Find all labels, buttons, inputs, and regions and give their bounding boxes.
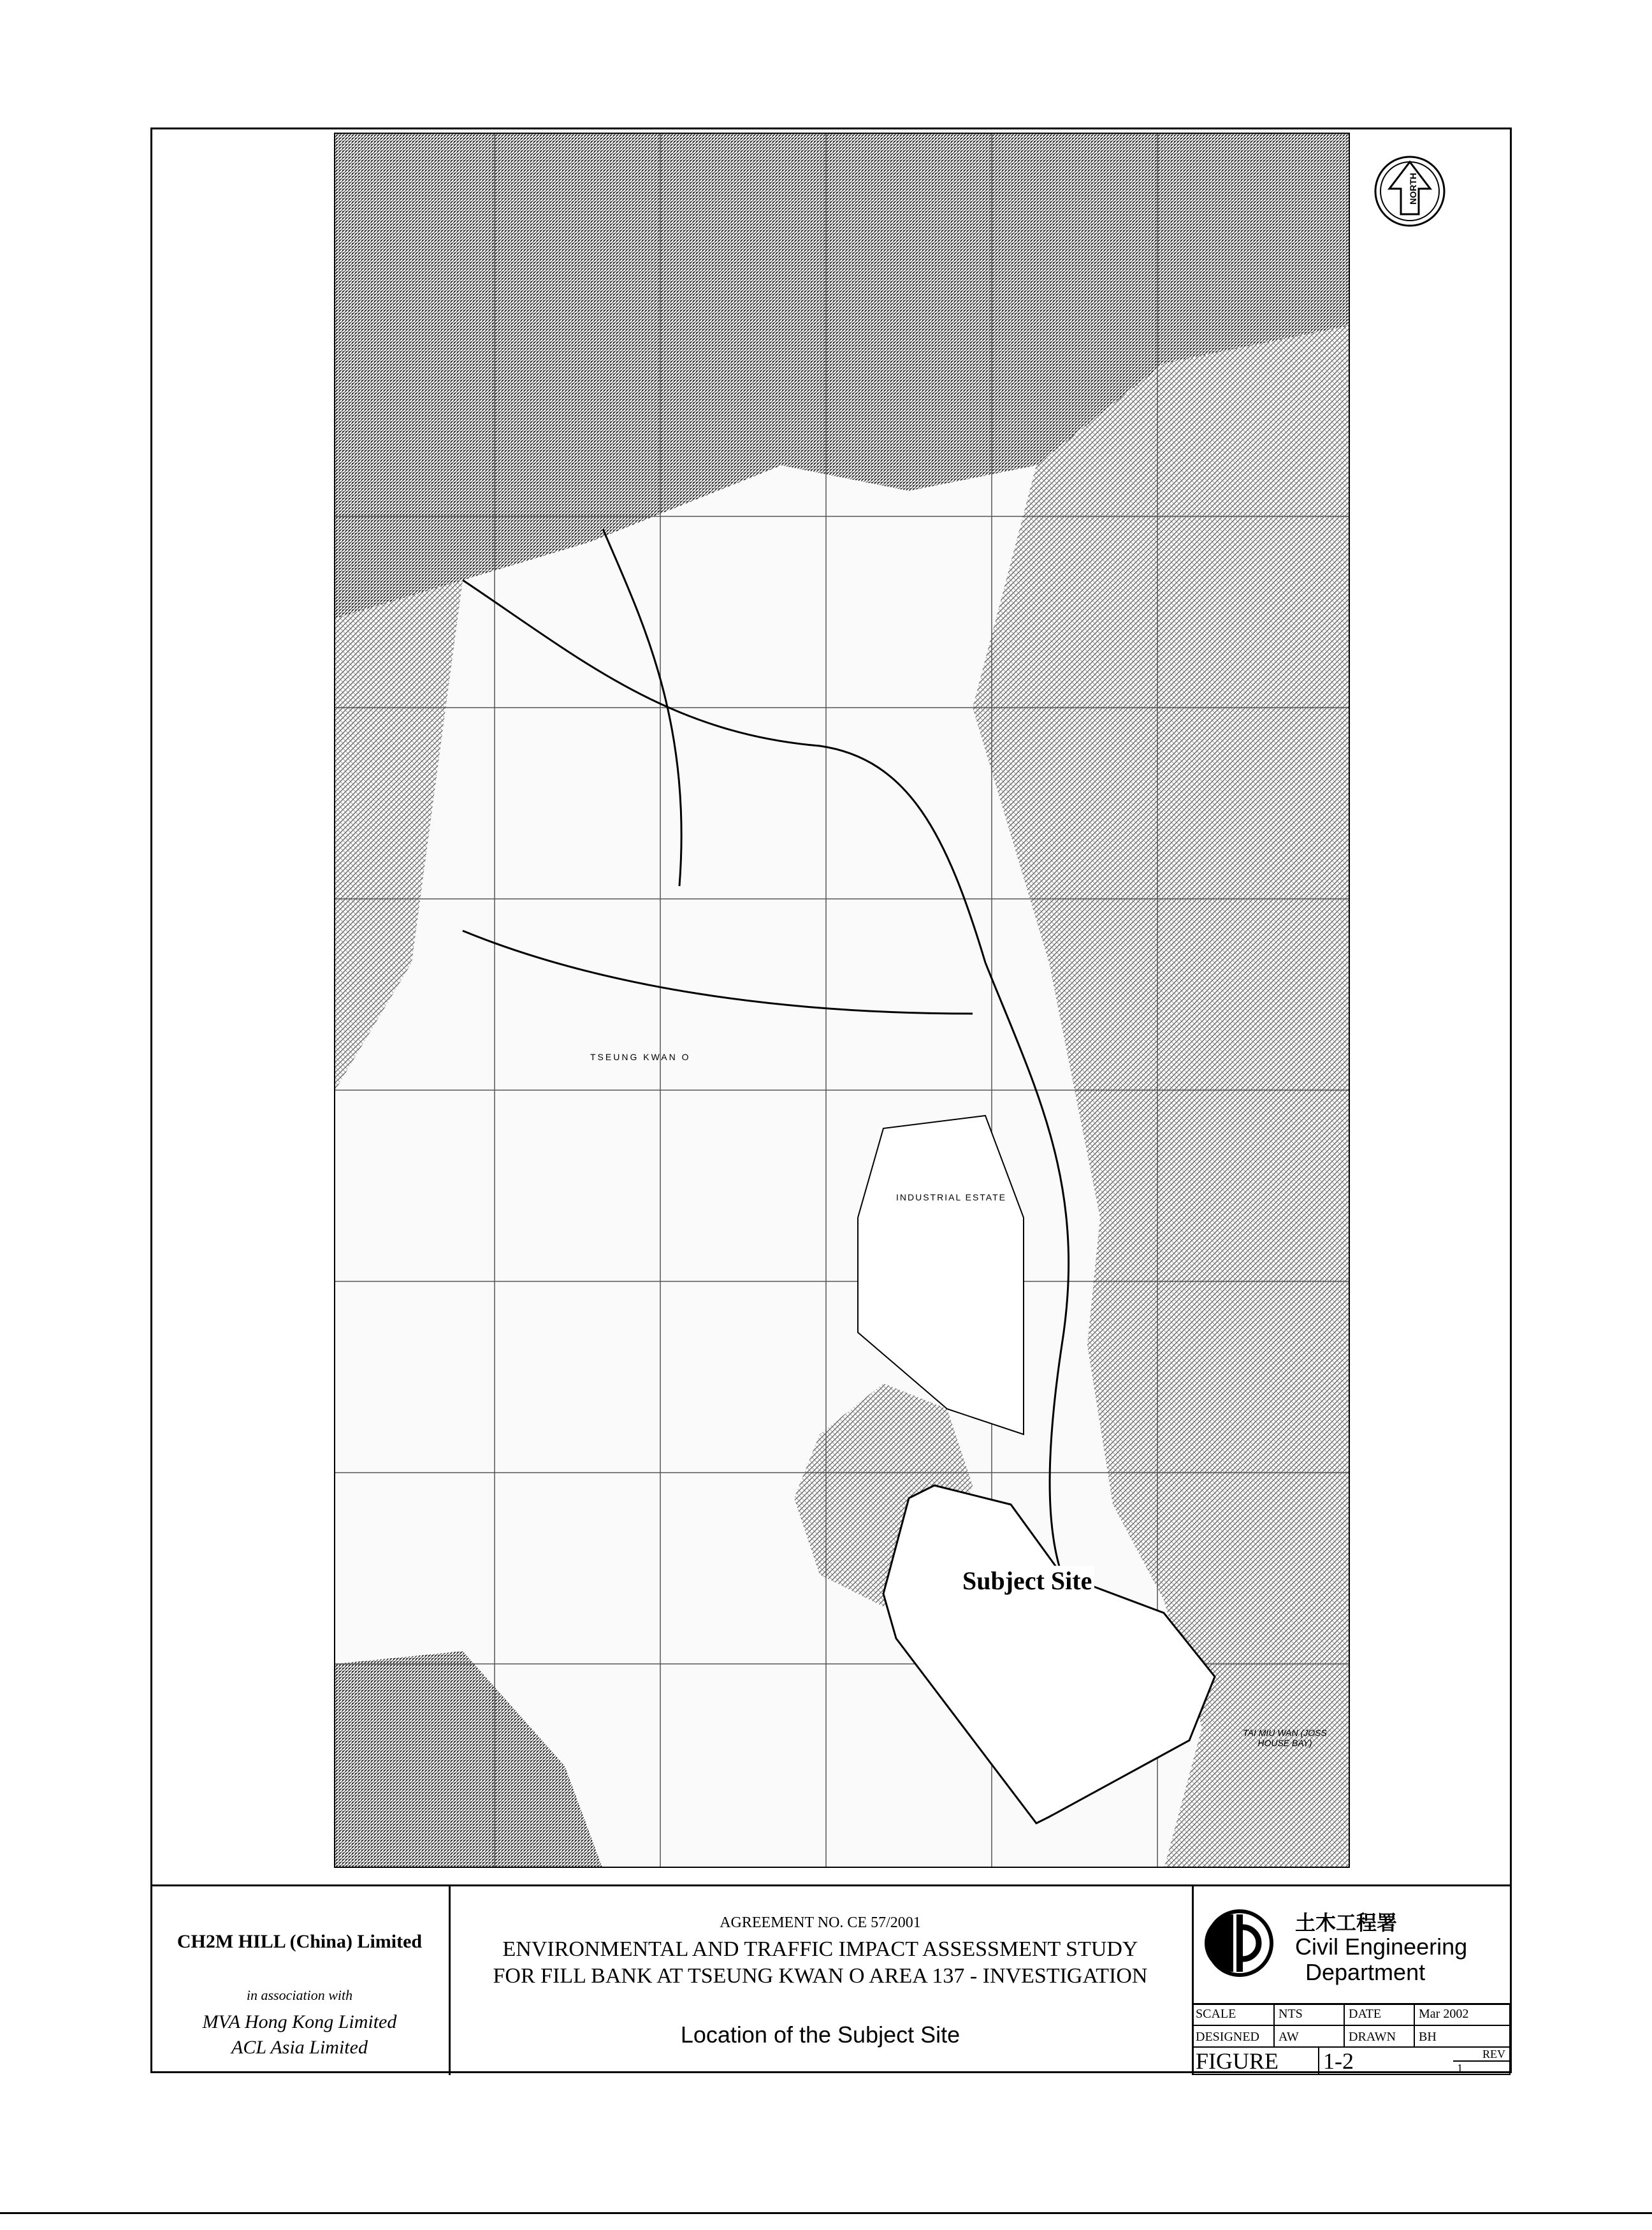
project-panel	[449, 1886, 1194, 2075]
southwest-hills	[335, 1651, 603, 1868]
project-title-line2: FOR FILL BANK AT TSEUNG KWAN O AREA 137 - INVESTIGATION	[493, 1964, 1148, 1988]
agreement-number: AGREEMENT NO. CE 57/2001	[720, 1914, 921, 1931]
page-bottom-rule	[0, 2212, 1652, 2214]
location-map	[334, 133, 1350, 1868]
drawing-title: Location of the Subject Site	[680, 2022, 960, 2048]
project-title-line1: ENVIRONMENTAL AND TRAFFIC IMPACT ASSESSMENT STUDY	[502, 1937, 1138, 1961]
department-panel	[1192, 1886, 1512, 2003]
department-logo-icon	[1205, 1908, 1275, 1978]
designed-value: AW	[1275, 2026, 1345, 2048]
title-block	[150, 1884, 1512, 2075]
consultant-panel	[150, 1886, 451, 2075]
rev-value: 1	[1453, 2062, 1511, 2075]
north-label: NORTH	[1407, 173, 1418, 205]
map-graphic	[335, 134, 1350, 1868]
date-value: Mar 2002	[1415, 2003, 1511, 2026]
designed-label: DESIGNED	[1192, 2026, 1275, 2048]
figure-label: FIGURE	[1192, 2048, 1319, 2075]
department-name-line2: Department	[1305, 1959, 1426, 1985]
company-name: CH2M HILL (China) Limited	[177, 1931, 423, 1952]
department-name-line1: Civil Engineering	[1295, 1934, 1468, 1960]
place-label-tai-miu-wan: TAI MIU WAN (JOSS HOUSE BAY)	[1243, 1728, 1327, 1748]
scale-value: NTS	[1275, 2003, 1345, 2026]
department-name-chinese: 土木工程署	[1295, 1911, 1398, 1935]
partner-name: ACL Asia Limited	[231, 2037, 368, 2058]
western-hills	[335, 580, 463, 1090]
north-arrow	[1372, 153, 1448, 230]
scale-label: SCALE	[1192, 2003, 1275, 2026]
place-label-industrial-estate: INDUSTRIAL ESTATE	[896, 1192, 1006, 1202]
drawn-value: BH	[1415, 2026, 1511, 2048]
figure-number: 1-2	[1319, 2048, 1453, 2075]
drawn-label: DRAWN	[1345, 2026, 1415, 2048]
subject-site-label: Subject Site	[960, 1566, 1094, 1596]
date-label: DATE	[1345, 2003, 1415, 2026]
place-label-tseung-kwan-o: TSEUNG KWAN O	[590, 1052, 691, 1062]
association-text: in association with	[246, 1987, 353, 2003]
rev-label: REV	[1453, 2048, 1511, 2062]
drawing-info-grid	[1192, 2003, 1512, 2075]
partner-name: MVA Hong Kong Limited	[202, 2011, 397, 2032]
